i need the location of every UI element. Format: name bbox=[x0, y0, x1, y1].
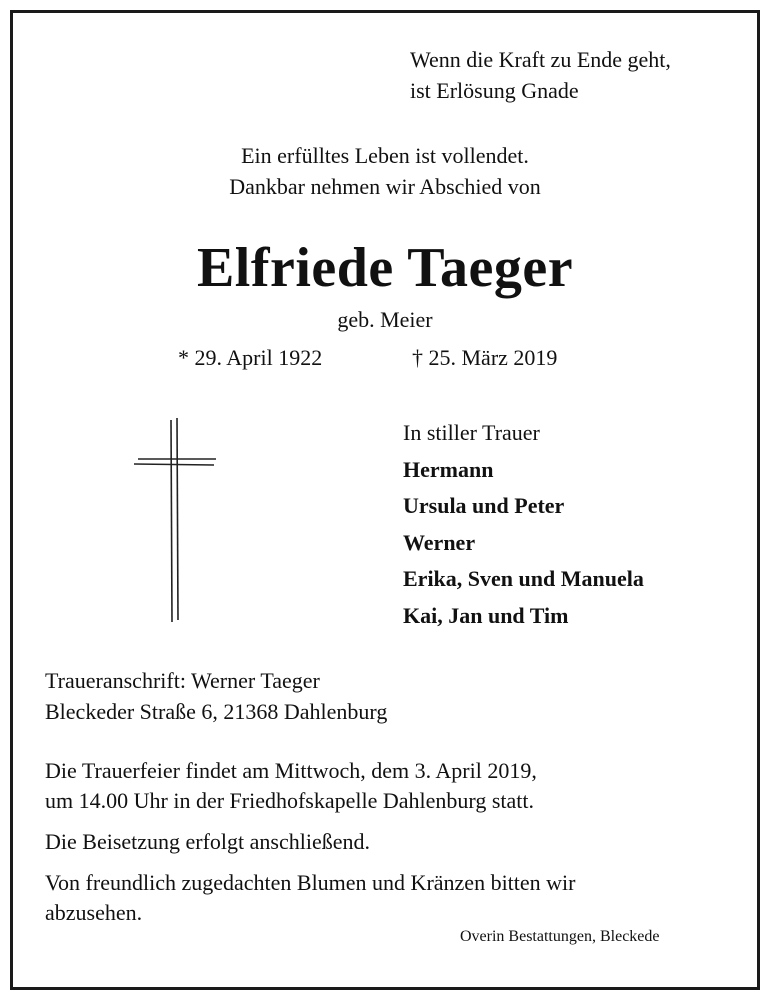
undertaker-credit: Overin Bestattungen, Bleckede bbox=[460, 928, 660, 945]
funeral-notice bbox=[45, 756, 576, 928]
cross-icon bbox=[130, 418, 225, 624]
mourner-name: Ursula und Peter bbox=[403, 493, 565, 518]
flowers-line-2: abzusehen. bbox=[45, 900, 143, 925]
mourners-lead: In stiller Trauer bbox=[403, 420, 540, 445]
deceased-name: Elfriede Taeger bbox=[196, 237, 574, 299]
birth-date: * 29. April 1922 bbox=[178, 345, 323, 370]
burial-text: Die Beisetzung erfolgt anschließend. bbox=[45, 829, 371, 854]
intro-line-2: Dankbar nehmen wir Abschied von bbox=[229, 174, 541, 199]
mourners-block bbox=[403, 415, 644, 634]
intro-text bbox=[0, 140, 770, 202]
address-line-1: Traueranschrift: Werner Taeger bbox=[45, 668, 320, 693]
intro-line-1: Ein erfülltes Leben ist vollendet. bbox=[241, 143, 529, 168]
motto bbox=[410, 44, 671, 106]
mourner-name: Werner bbox=[403, 529, 476, 555]
mourning-address bbox=[45, 665, 387, 727]
death-date: † 25. März 2019 bbox=[412, 345, 558, 370]
mourner-name: Kai, Jan und Tim bbox=[403, 602, 569, 628]
flowers-line-1: Von freundlich zugedachten Blumen und Kränzen bitten wir bbox=[45, 870, 576, 895]
flowers-text bbox=[45, 868, 576, 928]
ceremony-text bbox=[45, 756, 576, 816]
ceremony-line-2: um 14.00 Uhr in der Friedhofskapelle Dahlenburg statt. bbox=[45, 788, 534, 813]
maiden-name: geb. Meier bbox=[337, 307, 433, 332]
motto-line-2: ist Erlösung Gnade bbox=[410, 78, 579, 103]
ceremony-line-1: Die Trauerfeier findet am Mittwoch, dem 3. April 2019, bbox=[45, 758, 537, 783]
mourner-name: Hermann bbox=[403, 456, 494, 482]
address-line-2: Bleckeder Straße 6, 21368 Dahlenburg bbox=[45, 699, 388, 724]
mourner-name: Erika, Sven und Manuela bbox=[403, 566, 644, 591]
motto-line-1: Wenn die Kraft zu Ende geht, bbox=[410, 47, 671, 72]
